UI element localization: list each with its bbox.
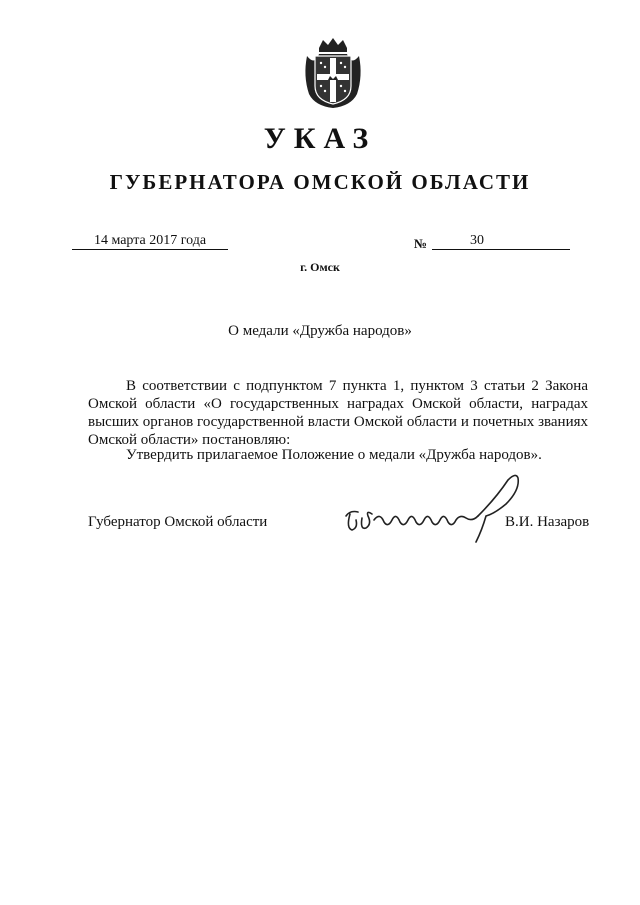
signatory-title: Губернатор Омской области	[88, 514, 268, 530]
document-subtitle: ГУБЕРНАТОРА ОМСКОЙ ОБЛАСТИ	[109, 170, 531, 194]
document-number-label: №	[414, 236, 428, 251]
document-city: г. Омск	[300, 260, 340, 274]
signatory-name: В.И. Назаров	[505, 514, 590, 530]
document-number: 30	[432, 232, 570, 250]
body-paragraph-2: Утвердить прилагаемое Положение о медали «Дружба народов».	[126, 447, 542, 463]
document-title: УКАЗ	[263, 122, 377, 155]
document-subject: О медали «Дружба народов»	[228, 323, 412, 339]
document-date: 14 марта 2017 года	[72, 232, 228, 250]
body-paragraph-1: В соответствии с подпунктом 7 пункта 1, пунктом 3 статьи 2 Закона Омской области «О государственных наградах Омской области, наградах высших органов государственной власти Омской области и почетных званиях Омской области» постановляю:	[88, 378, 588, 448]
handwritten-signature	[336, 470, 526, 548]
coat-of-arms-icon	[301, 36, 365, 110]
